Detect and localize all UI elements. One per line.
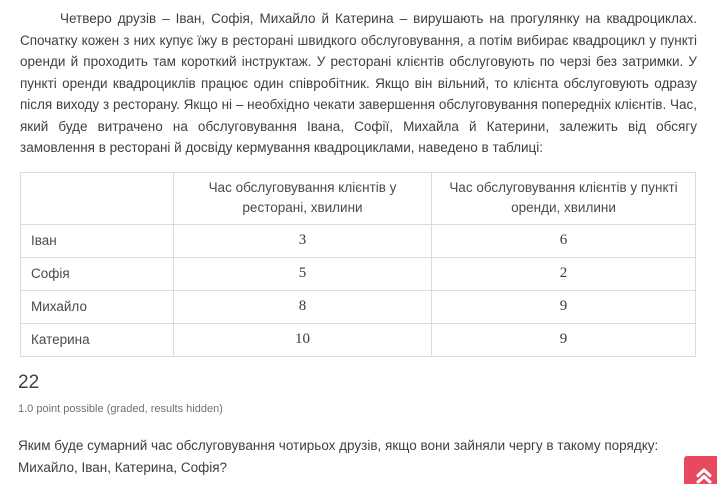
table-corner-cell (21, 172, 174, 224)
row-rental-time: 6 (432, 224, 696, 257)
row-rental-time: 9 (432, 290, 696, 323)
table-row (21, 224, 696, 257)
row-rental-time: 9 (432, 323, 696, 356)
table-row (21, 290, 696, 323)
row-name: Софія (21, 257, 174, 290)
question-text: Яким буде сумарний час обслуговування чотирьох друзів, якщо вони зайняли чергу в такому порядку: Михайло, Іван, Катерина, Софія? (18, 437, 659, 475)
row-name: Михайло (21, 290, 174, 323)
row-name: Іван (21, 224, 174, 257)
row-restaurant-time: 5 (174, 257, 432, 290)
row-restaurant-time: 10 (174, 323, 432, 356)
row-restaurant-time: 8 (174, 290, 432, 323)
problem-intro-text: Четверо друзів – Іван, Софія, Михайло й Катерина – вирушають на прогулянку на квадроциклах. Спочатку кожен з них купує їжу в ресторані швидкого обслуговування, а потім вибирає квадроцикл у пункті оренди й проходить там короткий інструктаж. У ресторані клієнтів обслуговують по черзі без затримки. У пункті оренди квадроциклів працює один співробітник. Якщо він вільний, то клієнта обслуговують одразу після виходу з ресторану. Якщо ні – необхідно чекати завершення обслуговування попередніх клієнтів. Час, який буде витрачено на обслуговування Івана, Софії, Михайла й Катерини, залежить від обсягу замовлення в ресторані й досвіду кермування квадроциклами, наведено в таблиці: (20, 11, 697, 155)
problem-number: 22 (18, 371, 40, 393)
table-header-rental: Час обслуговування клієнтів у пункті оренди, хвилини (432, 172, 696, 224)
table-header-restaurant: Час обслуговування клієнтів у ресторані, хвилини (174, 172, 432, 224)
row-rental-time: 2 (432, 257, 696, 290)
double-chevron-up-icon (693, 465, 715, 484)
row-name: Катерина (21, 323, 174, 356)
row-restaurant-time: 3 (174, 224, 432, 257)
table-row (21, 323, 696, 356)
table-row (21, 257, 696, 290)
scroll-to-top-button[interactable] (684, 456, 717, 484)
points-possible-text: 1.0 point possible (graded, results hidden) (18, 402, 223, 415)
table-header-row (21, 172, 696, 224)
service-times-table (20, 172, 696, 357)
